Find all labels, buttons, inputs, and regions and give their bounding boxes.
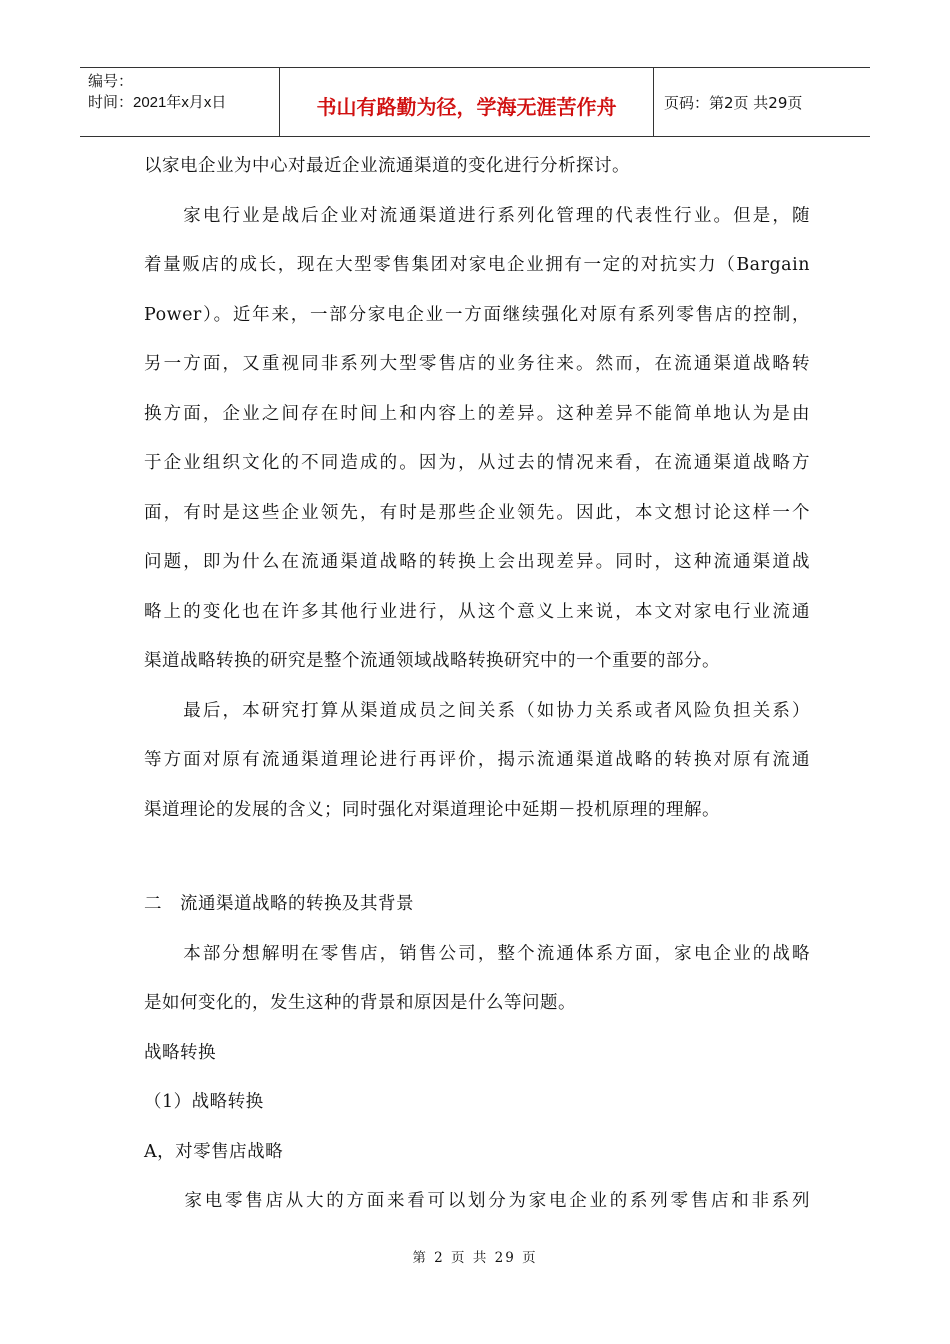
body-line: 以家电企业为中心对最近企业流通渠道的变化进行分析探讨。: [144, 156, 630, 176]
body-line: 渠道战略转换的研究是整个流通领域战略转换研究中的一个重要的部分。: [144, 651, 720, 671]
header-motto: 书山有路勤为径，学海无涯苦作舟: [280, 68, 654, 136]
header-page-info: 页码：第2页 共29页: [664, 93, 803, 112]
header-table: [80, 67, 870, 137]
body-line: 面，有时是这些企业领先，有时是那些企业领先。因此，本文想讨论这样一个: [144, 502, 810, 523]
subheading: A，对零售店战略: [144, 1141, 284, 1162]
body-line: 问题，即为什么在流通渠道战略的转换上会出现差异。同时，这种流通渠道战: [144, 552, 810, 572]
subheading: 战略转换: [144, 1042, 216, 1063]
section-title: 二 流通渠道战略的转换及其背景: [144, 894, 414, 914]
subheading: （1）战略转换: [144, 1092, 264, 1112]
body-line: 家电行业是战后企业对流通渠道进行系列化管理的代表性行业。但是，随: [144, 205, 810, 226]
body-line: 本部分想解明在零售店，销售公司，整个流通体系方面，家电企业的战略: [144, 943, 810, 964]
body-line: 等方面对原有流通渠道理论进行再评价，揭示流通渠道战略的转换对原有流通: [144, 750, 810, 770]
page-footer: 第 2 页 共 29 页: [412, 1250, 538, 1266]
body-line: 最后，本研究打算从渠道成员之间关系（如协力关系或者风险负担关系）: [144, 700, 810, 721]
body-line: 家电零售店从大的方面来看可以划分为家电企业的系列零售店和非系列: [144, 1191, 810, 1211]
body-line: 渠道理论的发展的含义；同时强化对渠道理论中延期－投机原理的理解。: [144, 799, 720, 820]
body-line: 换方面，企业之间存在时间上和内容上的差异。这种差异不能简单地认为是由: [144, 403, 810, 424]
body-line: 另一方面，又重视同非系列大型零售店的业务往来。然而，在流通渠道战略转: [144, 354, 810, 374]
body-line: 着量贩店的成长，现在大型零售集团对家电企业拥有一定的对抗实力（Bargain: [144, 255, 810, 275]
body-line: 是如何变化的，发生这种的背景和原因是什么等问题。: [144, 993, 576, 1013]
document-body: [144, 142, 810, 1227]
body-line: Power）。近年来，一部分家电企业一方面继续强化对原有系列零售店的控制，: [144, 304, 810, 325]
header-meta-cell: [80, 68, 280, 136]
paragraph-gap: [144, 835, 810, 880]
document-number-label: 编号：: [88, 73, 134, 90]
document-time-label: 时间：2021年x月x日: [88, 94, 227, 111]
body-line: 于企业组织文化的不同造成的。因为，从过去的情况来看，在流通渠道战略方: [144, 453, 810, 473]
body-line: 略上的变化也在许多其他行业进行，从这个意义上来说，本文对家电行业流通: [144, 601, 810, 622]
